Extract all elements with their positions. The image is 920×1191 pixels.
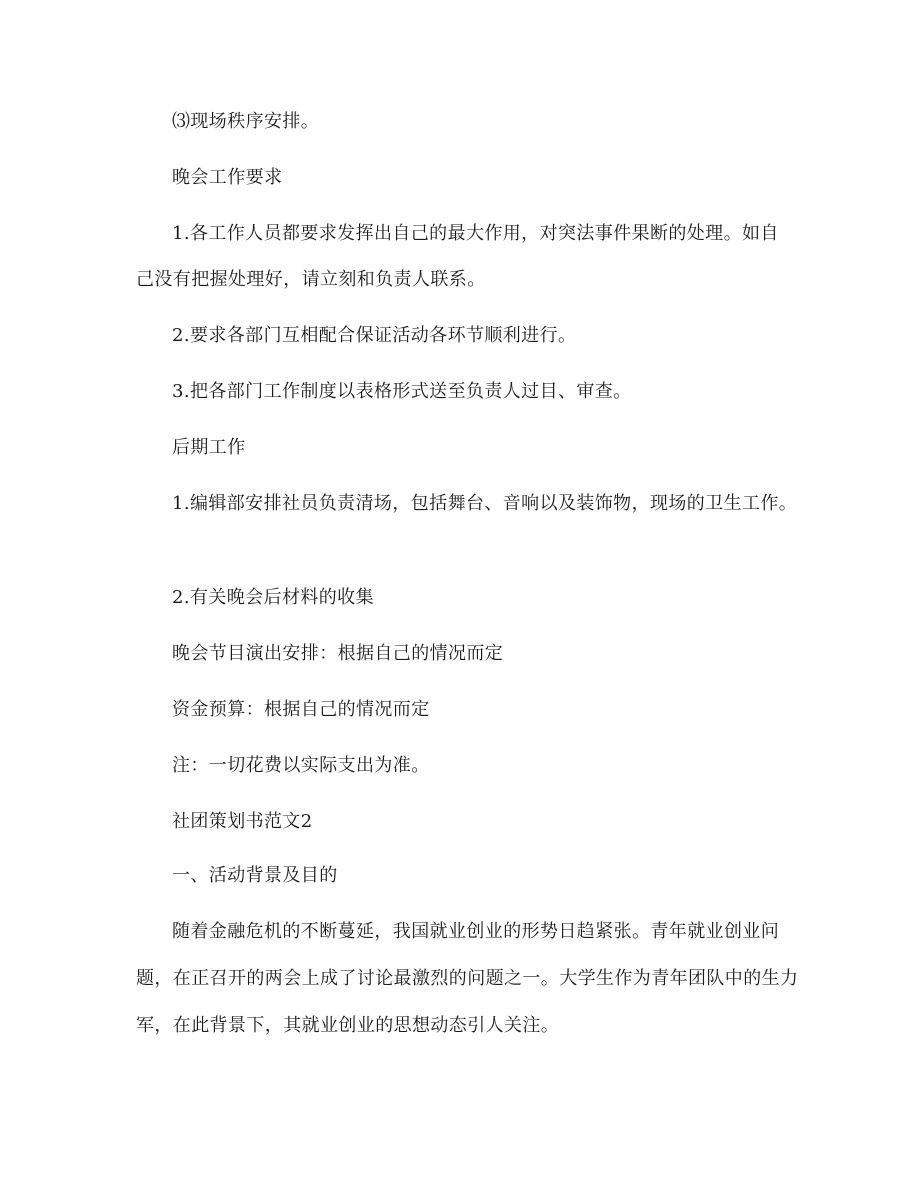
paragraph-line: 己没有把握处理好，请立刻和负责人联系。 xyxy=(136,269,486,290)
paragraph-line: 军，在此背景下，其就业创业的思想动态引人关注。 xyxy=(136,1015,560,1036)
paragraph-line: 注：一切花费以实际支出为准。 xyxy=(172,755,430,776)
section-heading: 一、活动背景及目的 xyxy=(172,865,338,886)
paragraph-line: 2.有关晚会后材料的收集 xyxy=(172,587,374,608)
paragraph-line: 资金预算：根据自己的情况而定 xyxy=(172,699,430,720)
paragraph-line: 晚会节目演出安排：根据自己的情况而定 xyxy=(172,643,504,664)
section-heading: 后期工作 xyxy=(172,437,246,458)
section-heading: 晚会工作要求 xyxy=(172,167,283,188)
paragraph-line: 3.把各部门工作制度以表格形式送至负责人过目、审查。 xyxy=(172,381,632,402)
paragraph-line: 1.编辑部安排社员负责清场，包括舞台、音响以及装饰物，现场的卫生工作。 xyxy=(172,493,798,514)
paragraph-line: ⑶现场秩序安排。 xyxy=(172,111,320,132)
paragraph-line: 题，在正召开的两会上成了讨论最激烈的问题之一。大学生作为青年团队中的生力 xyxy=(136,968,799,989)
paragraph-line: 2.要求各部门互相配合保证活动各环节顺利进行。 xyxy=(172,325,577,346)
paragraph-line: 随着金融危机的不断蔓延，我国就业创业的形势日趋紧张。青年就业创业问 xyxy=(172,921,780,942)
paragraph-line: 1.各工作人员都要求发挥出自己的最大作用，对突法事件果断的处理。如自 xyxy=(172,223,779,244)
section-heading: 社团策划书范文2 xyxy=(172,811,313,832)
